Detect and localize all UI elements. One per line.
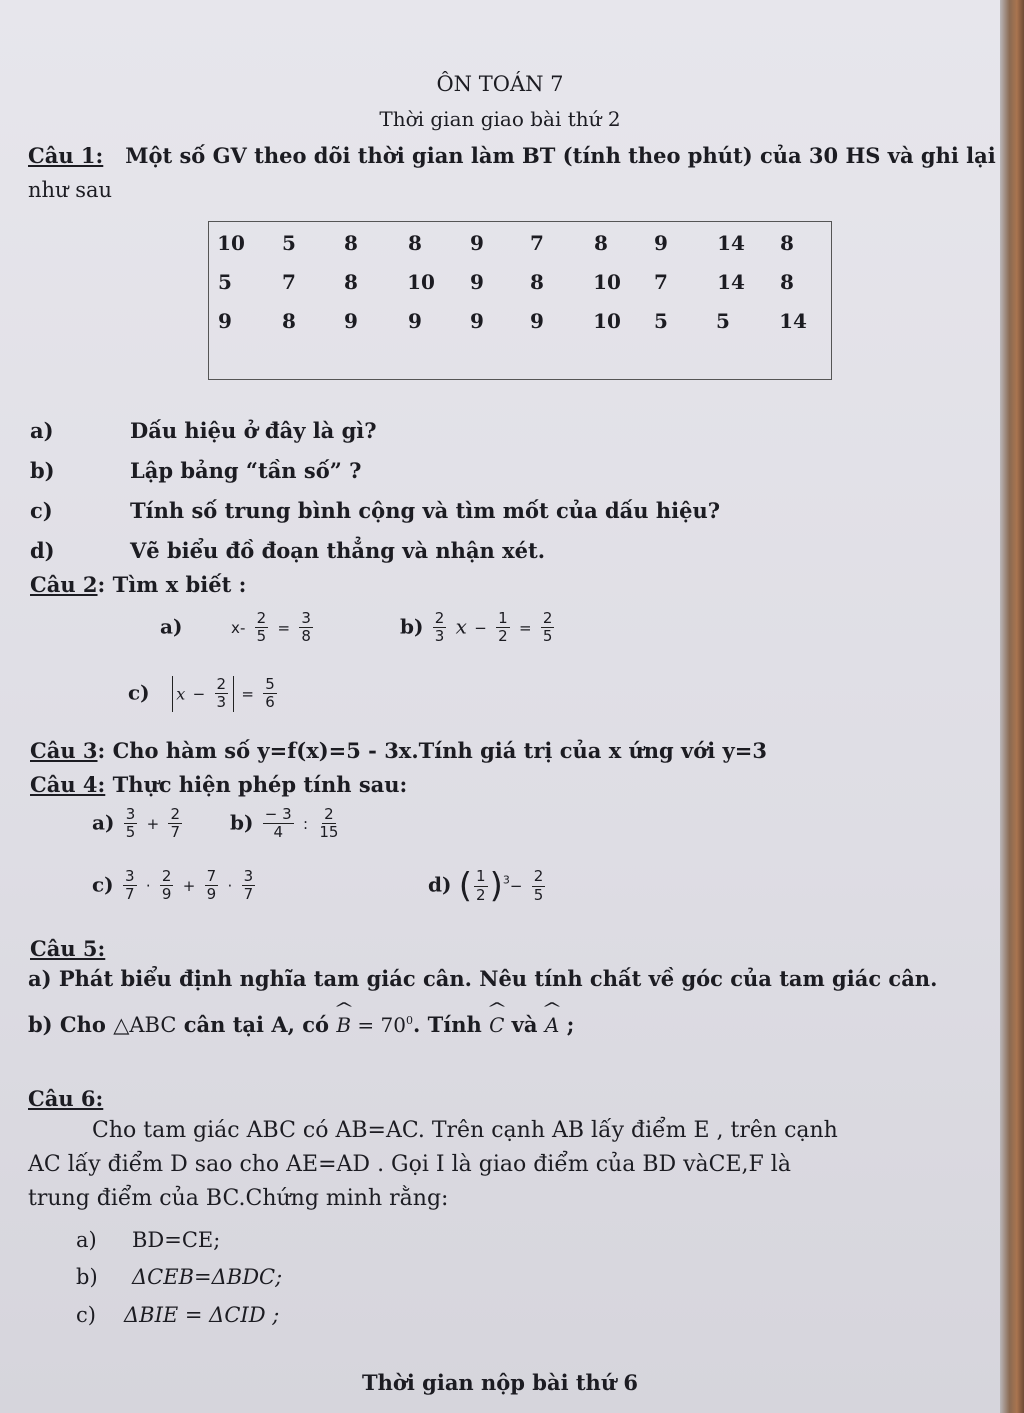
q6-item-a-mark: a) [76,1228,97,1252]
q2-a: a) x- $\frac{2}{5}$ = $\frac{3}{8}$ [160,609,311,646]
q1-item-d-mark: d) [30,538,55,563]
q1-line [28,143,996,168]
q1-item-a: Dấu hiệu ở đây là gì? [130,418,377,443]
page-title: ÔN TOÁN 7 [436,72,564,96]
q5-label: Câu 5: [30,936,106,961]
q4-b: b) $\frac{- 3}{4}$ : $\frac{2}{15}$ [230,805,339,842]
table-cell: 5 [218,270,232,294]
q6-line3: trung điểm của BC.Chứng minh rằng: [28,1186,449,1211]
q6-label: Câu 6: [28,1086,104,1111]
fraction: $\frac{1}{2}$ [498,609,508,646]
q1-text-cont: như sau [28,178,113,202]
table-cell: 14 [717,231,745,255]
q4-a: a) $\frac{3}{5}$ + $\frac{2}{7}$ [92,805,181,842]
table-cell: 9 [530,309,544,333]
q1-text: Một số GV theo dõi thời gian làm BT (tính theo phút) của 30 HS và ghi lại [125,143,996,168]
q4-d: d) ( $\frac{1}{2}$ )$^3$− $\frac{2}{5}$ [428,866,544,906]
table-cell: 5 [282,231,296,255]
table-cell: 5 [654,309,668,333]
table-cell: 8 [282,309,296,333]
fraction: $\frac{2}{5}$ [542,609,553,646]
fraction: $\frac{2}{7}$ [170,805,181,842]
page-edge-background [1000,0,1024,1413]
q1-item-c: Tính số trung bình cộng và tìm mốt của dấu hiệu? [130,498,721,523]
page-subtitle: Thời gian giao bài thứ 2 [379,107,621,131]
table-cell: 14 [779,309,807,333]
angle-a: ^ A [545,1013,559,1037]
q5-a: a) Phát biểu định nghĩa tam giác cân. Nêu tính chất về góc của tam giác cân. [28,966,938,991]
fraction: $\frac{2}{15}$ [319,805,339,842]
fraction: $\frac{1}{2}$ [476,867,486,904]
q2-text: : Tìm x biết : [97,572,247,597]
q6-line1: Cho tam giác ABC có AB=AC. Trên cạnh AB lấy điểm E , trên cạnh [92,1118,838,1143]
q1-item-d: Vẽ biểu đồ đoạn thẳng và nhận xét. [130,538,546,563]
fraction: $\frac{2}{9}$ [161,867,172,904]
q6-item-c: ΔBIE = ΔCID ; [124,1303,280,1327]
table-cell: 9 [218,309,232,333]
q1-item-c-mark: c) [30,498,53,523]
q4-label: Câu 4: [30,772,106,797]
q6-item-a: BD=CE; [132,1228,221,1252]
q4-text: Thực hiện phép tính sau: [105,772,408,797]
table-cell: 5 [716,309,730,333]
q2-label: Câu 2 [30,572,98,597]
fraction: $\frac{3}{5}$ [125,805,136,842]
q1-item-b-mark: b) [30,458,55,483]
fraction: $\frac{2}{5}$ [256,609,267,646]
q5-b: b) Cho △ABC cân tại A, có ^ $B = 70^0$. Tính ^ C và ^ A ; [28,1012,574,1037]
data-table [208,221,832,380]
q2-line [30,572,246,597]
absolute-value: x − $\frac{2}{3}$ [172,676,234,712]
table-cell: 8 [780,231,794,255]
q2-c: c) x − $\frac{2}{3}$ = $\frac{5}{6}$ [128,675,275,712]
q3-text: : Cho hàm số y=f(x)=5 - 3x.Tính giá trị của x ứng với y=3 [97,738,767,763]
fraction: $\frac{- 3}{4}$ [264,805,292,842]
fraction: $\frac{7}{9}$ [206,867,217,904]
fraction: $\frac{5}{6}$ [265,675,275,712]
table-cell: 9 [654,231,668,255]
table-cell: 10 [407,270,435,294]
fraction: $\frac{2}{3}$ [216,675,227,712]
table-cell: 8 [408,231,422,255]
q1-label: Câu 1: [28,143,104,168]
table-cell: 9 [408,309,422,333]
angle-b: ^ B [336,1013,351,1037]
table-cell: 7 [282,270,296,294]
fraction: $\frac{2}{5}$ [533,867,544,904]
table-cell: 9 [470,270,484,294]
q4-line [30,772,407,797]
q2-b: b) $\frac{2}{3}$ x − $\frac{1}{2}$ = $\frac{2}{5}$ [400,609,553,646]
table-cell: 10 [593,270,621,294]
table-cell: 8 [530,270,544,294]
q1-item-a-mark: a) [30,418,54,443]
table-cell: 10 [217,231,245,255]
q6-item-b-mark: b) [76,1265,98,1289]
q1-item-b: Lập bảng “tần số” ? [130,458,362,483]
table-cell: 7 [530,231,544,255]
fraction: $\frac{3}{7}$ [243,867,254,904]
q6-item-b: ΔCEB=ΔBDC; [132,1265,283,1289]
angle-c: ^ C [489,1013,504,1037]
table-cell: 8 [780,270,794,294]
table-cell: 9 [344,309,358,333]
table-cell: 8 [594,231,608,255]
table-cell: 7 [654,270,668,294]
fraction: $\frac{3}{8}$ [301,609,311,646]
q6-line2: AC lấy điểm D sao cho AE=AD . Gọi I là giao điểm của BD vàCE,F là [28,1152,791,1177]
table-cell: 9 [470,309,484,333]
table-cell: 10 [593,309,621,333]
q3-line [30,738,767,763]
table-cell: 8 [344,270,358,294]
q3-label: Câu 3 [30,738,98,763]
table-cell: 14 [717,270,745,294]
q6-item-c-mark: c) [76,1303,96,1327]
table-cell: 8 [344,231,358,255]
q4-c: c) $\frac{3}{7}$ · $\frac{2}{9}$ + $\frac{7}{9}$ · $\frac{3}{7}$ [92,867,254,904]
fraction: $\frac{2}{3}$ [434,609,445,646]
table-cell: 9 [470,231,484,255]
fraction: $\frac{3}{7}$ [124,867,135,904]
footer-note: Thời gian nộp bài thứ 6 [361,1370,639,1395]
